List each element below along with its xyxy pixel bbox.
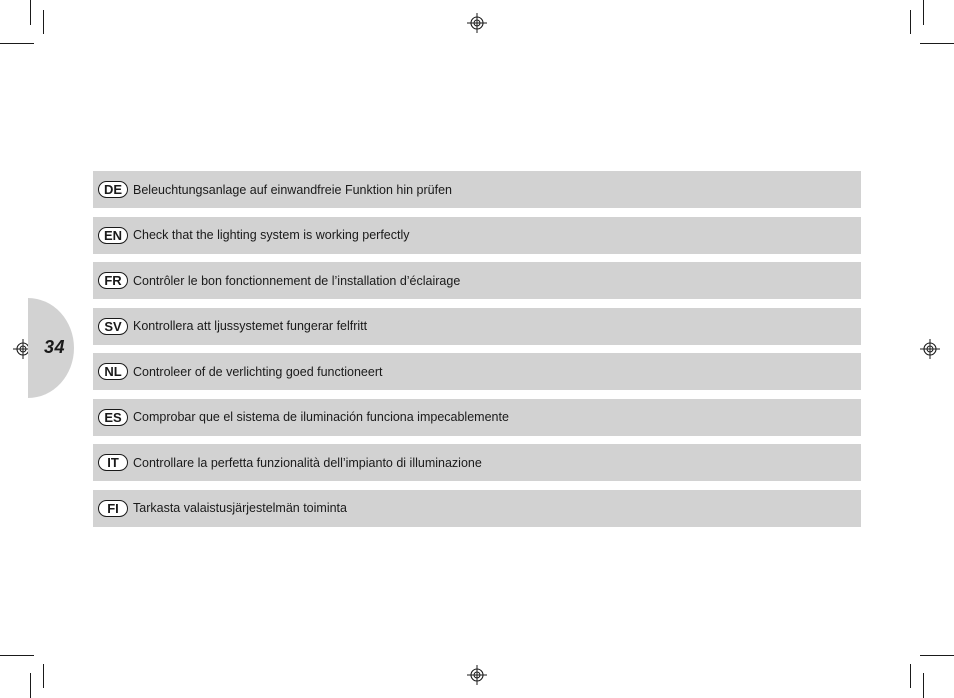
language-badge: SV [98,318,128,335]
language-badge: FI [98,500,128,517]
instruction-row-nl [93,353,861,390]
instruction-row-fi [93,490,861,527]
language-badge: NL [98,363,128,380]
instruction-row-es [93,399,861,436]
crop-mark [30,673,31,698]
language-badge: EN [98,227,128,244]
crop-mark [43,10,44,34]
registration-mark-icon [920,339,940,359]
instruction-row-de [93,171,861,208]
crop-mark [920,655,954,656]
instruction-text: Kontrollera att ljussystemet fungerar felfritt [133,319,368,333]
crop-mark [920,43,954,44]
instruction-list [93,171,861,535]
instruction-text: Controllare la perfetta funzionalità dell’impianto di illuminazione [133,455,482,470]
crop-mark [910,10,911,34]
instruction-row-it [93,444,861,481]
crop-mark [43,664,44,688]
language-badge: IT [98,454,128,471]
instruction-row-fr [93,262,861,299]
crop-mark [910,664,911,688]
registration-mark-icon [467,665,487,685]
instruction-row-en [93,217,861,254]
instruction-text: Check that the lighting system is working perfectly [133,228,410,242]
crop-mark [0,43,34,44]
instruction-text: Tarkasta valaistusjärjestelmän toiminta [133,501,347,515]
instruction-text: Contrôler le bon fonctionnement de l’installation d’éclairage [133,273,461,288]
page-number: 34 [44,337,66,357]
instruction-row-sv [93,308,861,345]
registration-mark-icon [467,13,487,33]
language-badge: DE [98,181,128,198]
instruction-text: Comprobar que el sistema de iluminación funciona impecablemente [133,410,509,424]
instruction-text: Controleer of de verlichting goed functioneert [133,364,383,379]
crop-mark [0,655,34,656]
crop-mark [923,0,924,25]
language-badge: FR [98,272,128,289]
instruction-text: Beleuchtungsanlage auf einwandfreie Funktion hin prüfen [133,182,452,197]
crop-mark [30,0,31,25]
crop-mark [923,673,924,698]
language-badge: ES [98,409,128,426]
